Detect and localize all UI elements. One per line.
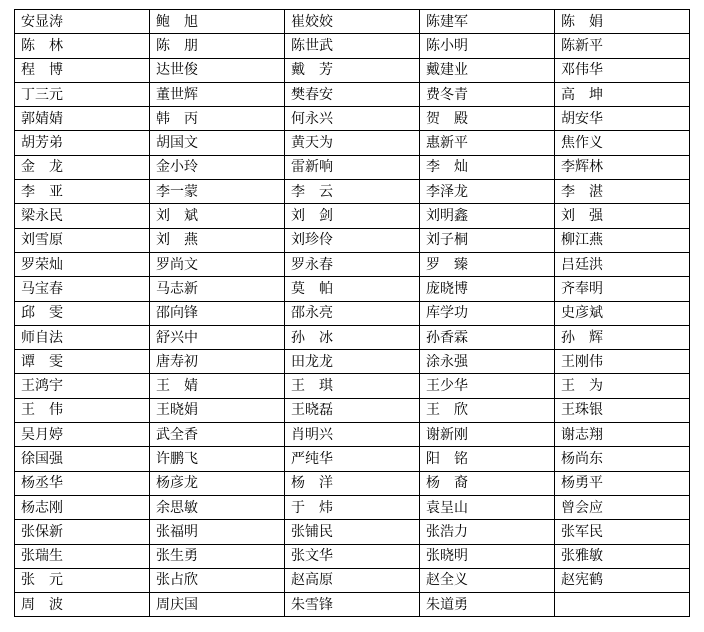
name-cell: 刘 燕 — [150, 228, 285, 252]
name-cell: 张晓明 — [420, 544, 555, 568]
name-cell: 王 琪 — [285, 374, 420, 398]
name-cell: 丁三元 — [15, 82, 150, 106]
name-cell: 张浩力 — [420, 520, 555, 544]
name-cell: 罗永春 — [285, 252, 420, 276]
name-cell: 徐国强 — [15, 447, 150, 471]
name-cell: 李 灿 — [420, 155, 555, 179]
table-row — [15, 228, 690, 252]
name-cell: 杨彦龙 — [150, 471, 285, 495]
name-cell: 李 云 — [285, 180, 420, 204]
table-row — [15, 155, 690, 179]
name-cell: 惠新平 — [420, 131, 555, 155]
table-row — [15, 495, 690, 519]
name-cell: 赵全义 — [420, 568, 555, 592]
name-cell: 胡芳弟 — [15, 131, 150, 155]
name-cell: 罗 臻 — [420, 252, 555, 276]
name-cell: 张瑞生 — [15, 544, 150, 568]
name-cell: 胡国文 — [150, 131, 285, 155]
name-cell: 杨 裔 — [420, 471, 555, 495]
name-cell: 王珠银 — [555, 398, 690, 422]
table-row — [15, 131, 690, 155]
name-cell: 朱道勇 — [420, 593, 555, 617]
table-row — [15, 58, 690, 82]
name-cell: 贺 殿 — [420, 107, 555, 131]
table-row — [15, 593, 690, 617]
name-cell: 刘雪原 — [15, 228, 150, 252]
name-cell: 杨勇平 — [555, 471, 690, 495]
name-cell: 孙 冰 — [285, 325, 420, 349]
name-cell: 韩 丙 — [150, 107, 285, 131]
name-cell: 李一蒙 — [150, 180, 285, 204]
name-cell: 陈小明 — [420, 34, 555, 58]
table-row — [15, 252, 690, 276]
name-cell: 费冬青 — [420, 82, 555, 106]
table-row — [15, 204, 690, 228]
name-cell: 马宝春 — [15, 277, 150, 301]
name-cell: 焦作义 — [555, 131, 690, 155]
name-cell: 张保新 — [15, 520, 150, 544]
name-cell: 柳江燕 — [555, 228, 690, 252]
name-cell: 刘 强 — [555, 204, 690, 228]
name-cell: 齐奉明 — [555, 277, 690, 301]
name-cell: 雷新响 — [285, 155, 420, 179]
name-cell: 吕廷洪 — [555, 252, 690, 276]
name-cell: 李辉林 — [555, 155, 690, 179]
name-cell: 杨尚东 — [555, 447, 690, 471]
name-cell: 阳 铭 — [420, 447, 555, 471]
name-cell: 梁永民 — [15, 204, 150, 228]
name-cell: 谢新刚 — [420, 423, 555, 447]
name-cell: 高 坤 — [555, 82, 690, 106]
name-cell — [555, 593, 690, 617]
table-row — [15, 10, 690, 34]
name-cell: 周 波 — [15, 593, 150, 617]
table-row — [15, 568, 690, 592]
name-cell: 曾会应 — [555, 495, 690, 519]
name-cell: 董世辉 — [150, 82, 285, 106]
name-cell: 朱雪锋 — [285, 593, 420, 617]
name-cell: 陈 朋 — [150, 34, 285, 58]
name-cell: 武全香 — [150, 423, 285, 447]
name-cell: 于 炜 — [285, 495, 420, 519]
name-cell: 王鸿宇 — [15, 374, 150, 398]
name-cell: 罗荣灿 — [15, 252, 150, 276]
name-cell: 胡安华 — [555, 107, 690, 131]
name-cell: 邵永亮 — [285, 301, 420, 325]
name-cell: 王刚伟 — [555, 350, 690, 374]
table-row — [15, 107, 690, 131]
name-cell: 王 为 — [555, 374, 690, 398]
table-row — [15, 325, 690, 349]
name-cell: 田龙龙 — [285, 350, 420, 374]
table-row — [15, 447, 690, 471]
name-cell: 周庆国 — [150, 593, 285, 617]
name-cell: 师自法 — [15, 325, 150, 349]
name-cell: 达世俊 — [150, 58, 285, 82]
name-cell: 涂永强 — [420, 350, 555, 374]
name-cell: 张福明 — [150, 520, 285, 544]
name-cell: 库学功 — [420, 301, 555, 325]
name-cell: 郭婧婧 — [15, 107, 150, 131]
name-cell: 金小玲 — [150, 155, 285, 179]
name-cell: 崔姣姣 — [285, 10, 420, 34]
name-cell: 张文华 — [285, 544, 420, 568]
name-cell: 马志新 — [150, 277, 285, 301]
name-cell: 罗尚文 — [150, 252, 285, 276]
name-cell: 舒兴中 — [150, 325, 285, 349]
table-row — [15, 180, 690, 204]
name-table-body — [15, 10, 690, 617]
name-cell: 刘珍伶 — [285, 228, 420, 252]
name-cell: 肖明兴 — [285, 423, 420, 447]
table-row — [15, 82, 690, 106]
name-cell: 王 婧 — [150, 374, 285, 398]
table-row — [15, 544, 690, 568]
table-row — [15, 277, 690, 301]
name-cell: 戴建业 — [420, 58, 555, 82]
table-row — [15, 301, 690, 325]
name-cell: 王晓磊 — [285, 398, 420, 422]
name-cell: 余思敏 — [150, 495, 285, 519]
table-row — [15, 423, 690, 447]
name-cell: 莫 帕 — [285, 277, 420, 301]
name-cell: 史彦斌 — [555, 301, 690, 325]
name-cell: 安显涛 — [15, 10, 150, 34]
name-cell: 唐寿初 — [150, 350, 285, 374]
name-cell: 张 元 — [15, 568, 150, 592]
name-cell: 赵高原 — [285, 568, 420, 592]
name-cell: 戴 芳 — [285, 58, 420, 82]
name-cell: 刘子桐 — [420, 228, 555, 252]
name-cell: 庞晓博 — [420, 277, 555, 301]
name-cell: 孙 辉 — [555, 325, 690, 349]
name-cell: 张占欣 — [150, 568, 285, 592]
name-cell: 李 亚 — [15, 180, 150, 204]
name-cell: 王 欣 — [420, 398, 555, 422]
name-cell: 陈建军 — [420, 10, 555, 34]
name-cell: 杨志刚 — [15, 495, 150, 519]
name-table — [14, 9, 690, 617]
name-cell: 鲍 旭 — [150, 10, 285, 34]
name-cell: 邓伟华 — [555, 58, 690, 82]
name-cell: 孙香霖 — [420, 325, 555, 349]
table-row — [15, 471, 690, 495]
name-cell: 樊春安 — [285, 82, 420, 106]
name-cell: 张军民 — [555, 520, 690, 544]
name-cell: 刘 斌 — [150, 204, 285, 228]
table-row — [15, 374, 690, 398]
name-cell: 吴月婷 — [15, 423, 150, 447]
name-cell: 黄天为 — [285, 131, 420, 155]
name-cell: 王少华 — [420, 374, 555, 398]
name-cell: 李 湛 — [555, 180, 690, 204]
name-cell: 陈世武 — [285, 34, 420, 58]
name-cell: 杨丞华 — [15, 471, 150, 495]
name-cell: 陈 林 — [15, 34, 150, 58]
name-cell: 陈 娟 — [555, 10, 690, 34]
name-cell: 刘明鑫 — [420, 204, 555, 228]
name-cell: 陈新平 — [555, 34, 690, 58]
table-row — [15, 34, 690, 58]
name-cell: 杨 洋 — [285, 471, 420, 495]
name-cell: 严纯华 — [285, 447, 420, 471]
name-cell: 何永兴 — [285, 107, 420, 131]
name-cell: 袁呈山 — [420, 495, 555, 519]
name-cell: 张生勇 — [150, 544, 285, 568]
name-cell: 谢志翔 — [555, 423, 690, 447]
name-cell: 谭 雯 — [15, 350, 150, 374]
name-cell: 金 龙 — [15, 155, 150, 179]
name-cell: 程 博 — [15, 58, 150, 82]
name-cell: 邱 雯 — [15, 301, 150, 325]
table-row — [15, 520, 690, 544]
name-cell: 王晓娟 — [150, 398, 285, 422]
name-cell: 王 伟 — [15, 398, 150, 422]
name-cell: 刘 剑 — [285, 204, 420, 228]
name-cell: 邵向锋 — [150, 301, 285, 325]
name-cell: 张铺民 — [285, 520, 420, 544]
name-cell: 赵宪鹤 — [555, 568, 690, 592]
table-row — [15, 350, 690, 374]
name-cell: 李泽龙 — [420, 180, 555, 204]
table-row — [15, 398, 690, 422]
name-cell: 许鹏飞 — [150, 447, 285, 471]
name-cell: 张雅敏 — [555, 544, 690, 568]
